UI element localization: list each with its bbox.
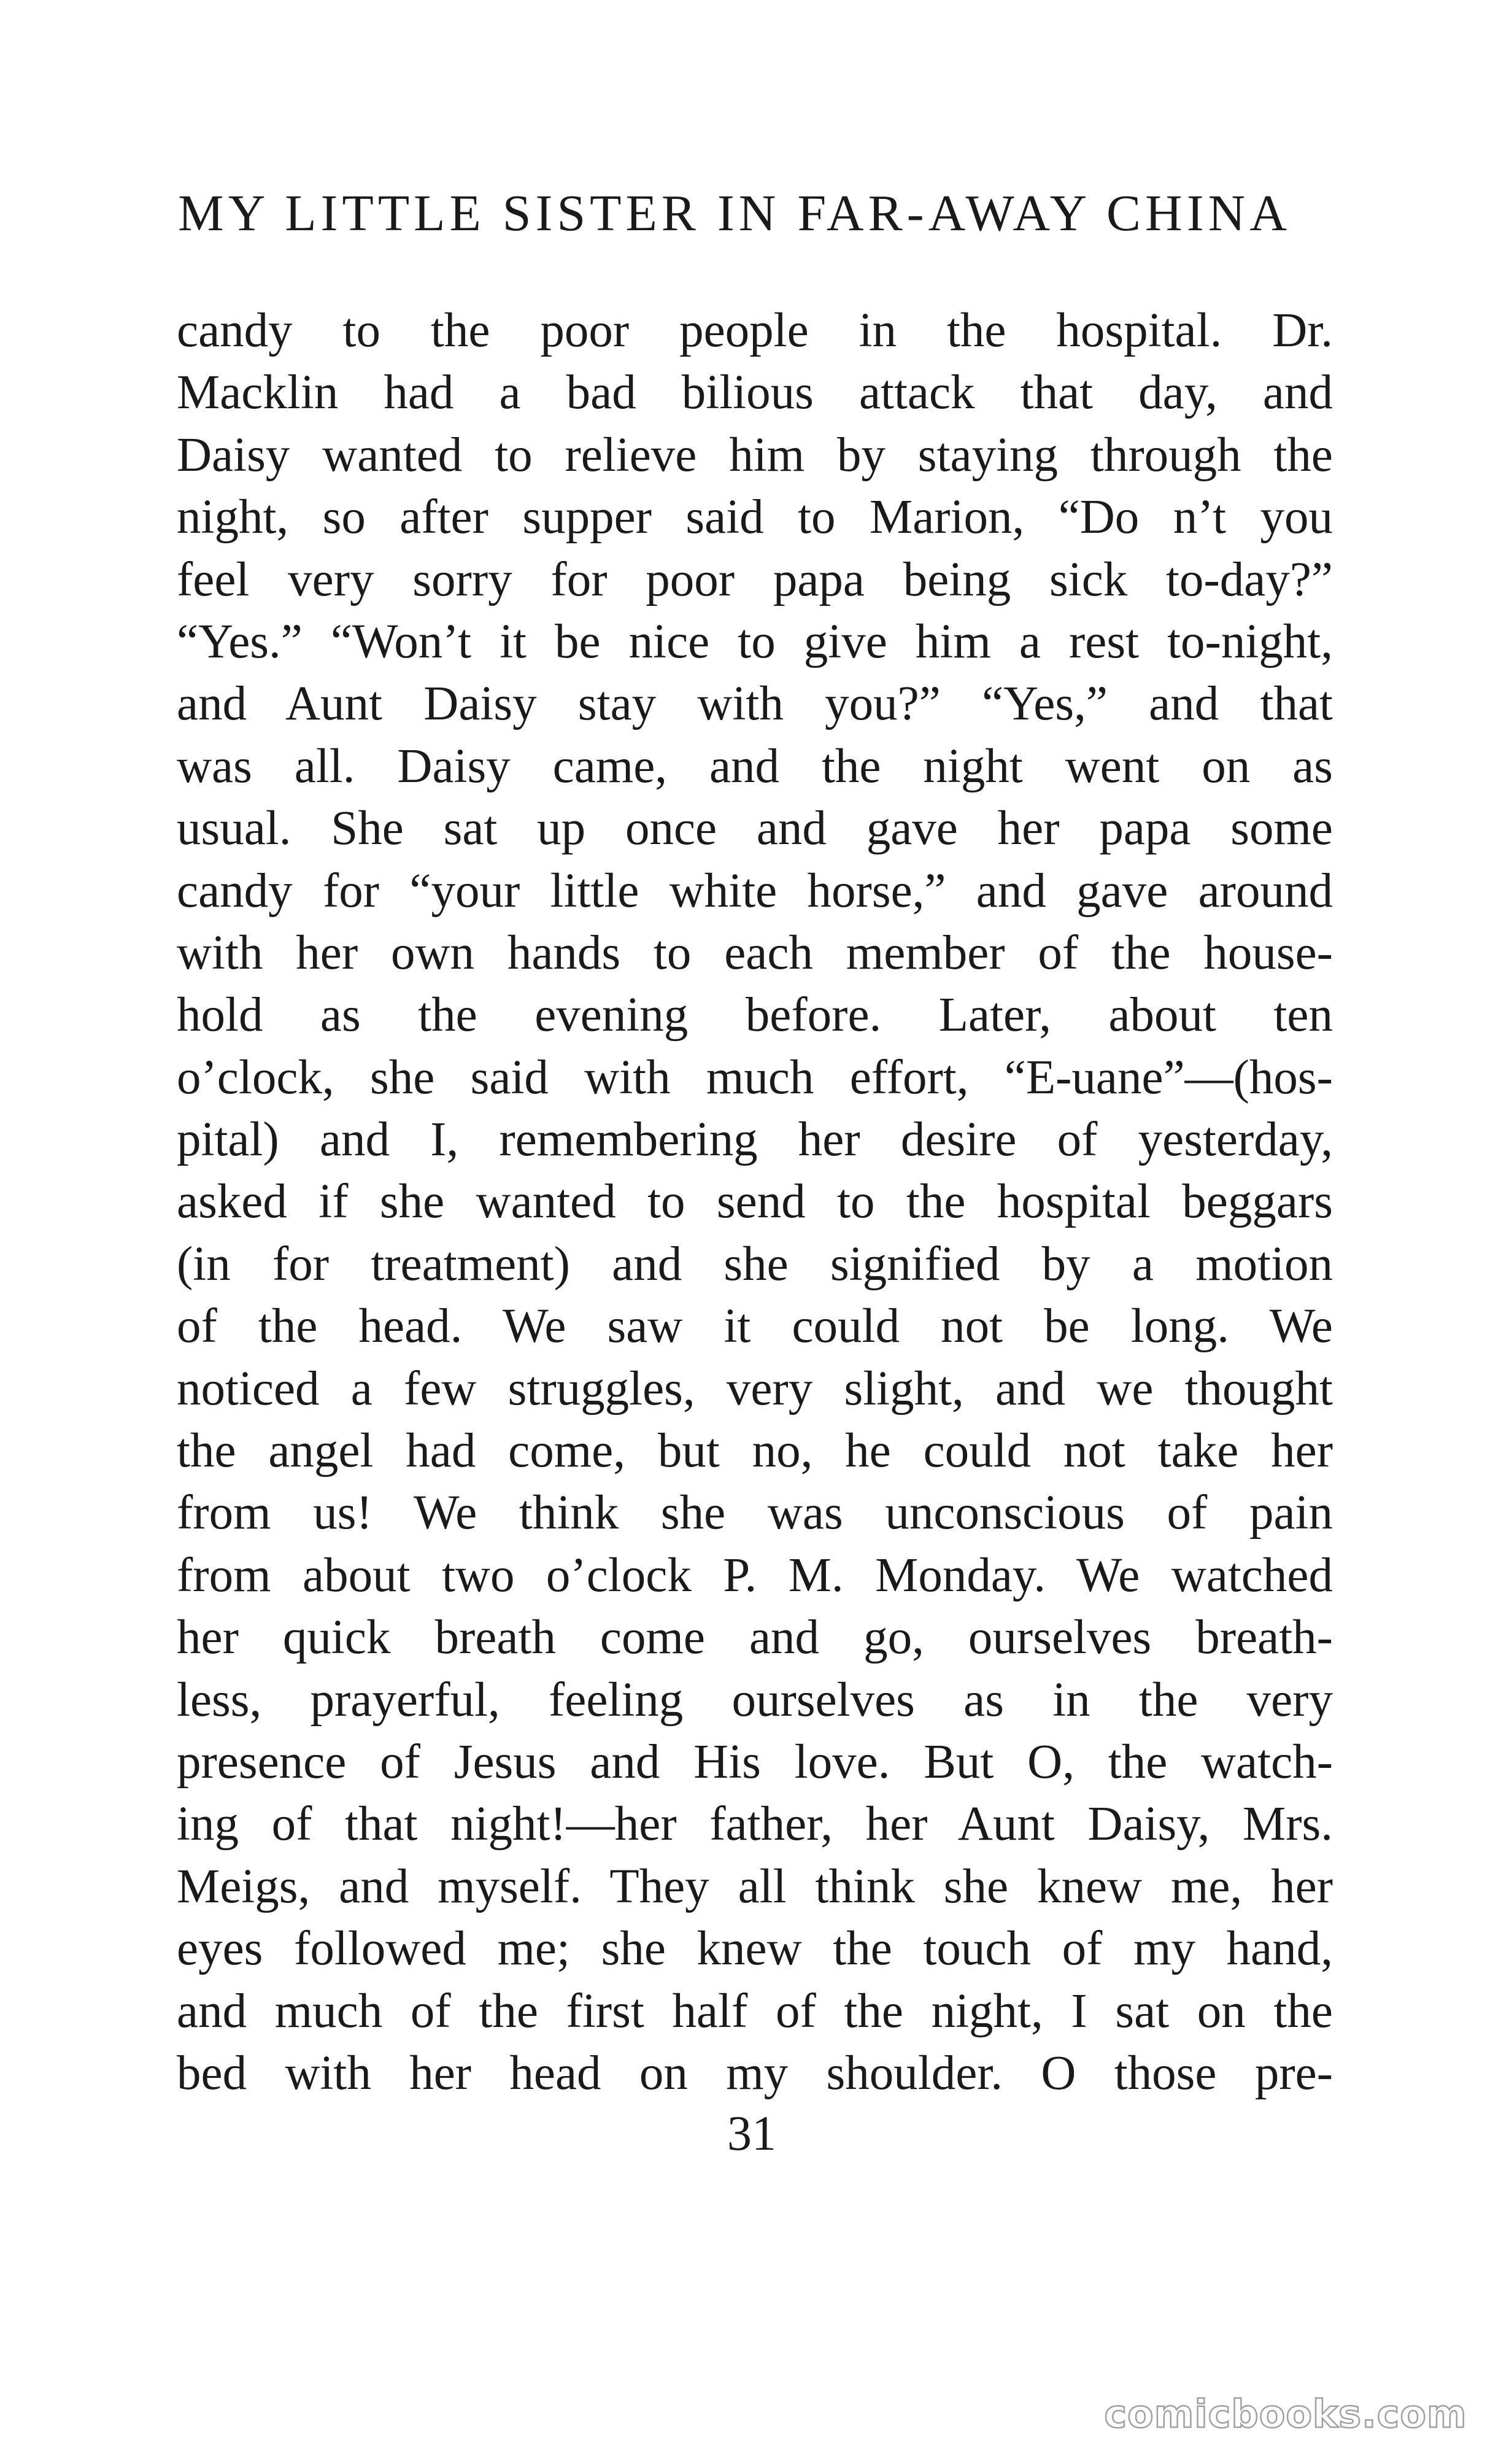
text-line: presence of Jesus and His love. But O, the watch-	[177, 1735, 1333, 1789]
text-line: less, prayerful, feeling ourselves as in the very	[177, 1673, 1333, 1727]
text-line: candy to the poor people in the hospital. Dr.	[177, 304, 1333, 357]
text-line: from about two o’clock P. M. Monday. We watched	[177, 1548, 1333, 1602]
text-line: “Yes.” “Won’t it be nice to give him a rest to-night,	[177, 614, 1333, 668]
text-line: pital) and I, remembering her desire of yesterday,	[177, 1113, 1333, 1167]
text-line: night, so after supper said to Marion, “Do n’t you	[177, 490, 1333, 544]
text-line: hold as the evening before. Later, about ten	[177, 988, 1333, 1042]
text-line: candy for “your little white horse,” and gave around	[177, 864, 1333, 918]
text-line: eyes followed me; she knew the touch of my hand,	[177, 1922, 1333, 1976]
page-number: 31	[727, 2107, 776, 2161]
text-line: of the head. We saw it could not be long. We	[177, 1300, 1333, 1354]
text-line: asked if she wanted to send to the hospital beggars	[177, 1175, 1333, 1229]
text-line: with her own hands to each member of the house-	[177, 926, 1333, 980]
text-line: and much of the first half of the night, I sat on the	[177, 1984, 1333, 2038]
text-line: from us! We think she was unconscious of pain	[177, 1486, 1333, 1540]
body-text	[177, 300, 1333, 2104]
text-line: Daisy wanted to relieve him by staying through the	[177, 428, 1333, 482]
text-line: bed with her head on my shoulder. O those pre-	[177, 2046, 1333, 2100]
text-line: Meigs, and myself. They all think she knew me, her	[177, 1859, 1333, 1913]
svg-text:comicbooks.com: comicbooks.com	[1104, 2392, 1467, 2436]
text-line: noticed a few struggles, very slight, and we thought	[177, 1362, 1333, 1416]
watermark-logo	[1095, 2388, 1476, 2443]
text-line: was all. Daisy came, and the night went on as	[177, 739, 1333, 793]
text-line: o’clock, she said with much effort, “E-uane”—(hos-	[177, 1050, 1333, 1104]
text-line: feel very sorry for poor papa being sick to-day?”	[177, 552, 1333, 606]
text-line: ing of that night!—her father, her Aunt Daisy, Mrs.	[177, 1797, 1333, 1851]
text-line: and Aunt Daisy stay with you?” “Yes,” and that	[177, 677, 1333, 731]
text-line: the angel had come, but no, he could not take her	[177, 1424, 1333, 1478]
text-line: (in for treatment) and she signified by a motion	[177, 1237, 1333, 1291]
running-head: MY LITTLE SISTER IN FAR-AWAY CHINA	[178, 185, 1291, 242]
text-line: her quick breath come and go, ourselves breath-	[177, 1611, 1333, 1665]
text-line: usual. She sat up once and gave her papa some	[177, 802, 1333, 856]
text-line: Macklin had a bad bilious attack that day, and	[177, 366, 1333, 420]
